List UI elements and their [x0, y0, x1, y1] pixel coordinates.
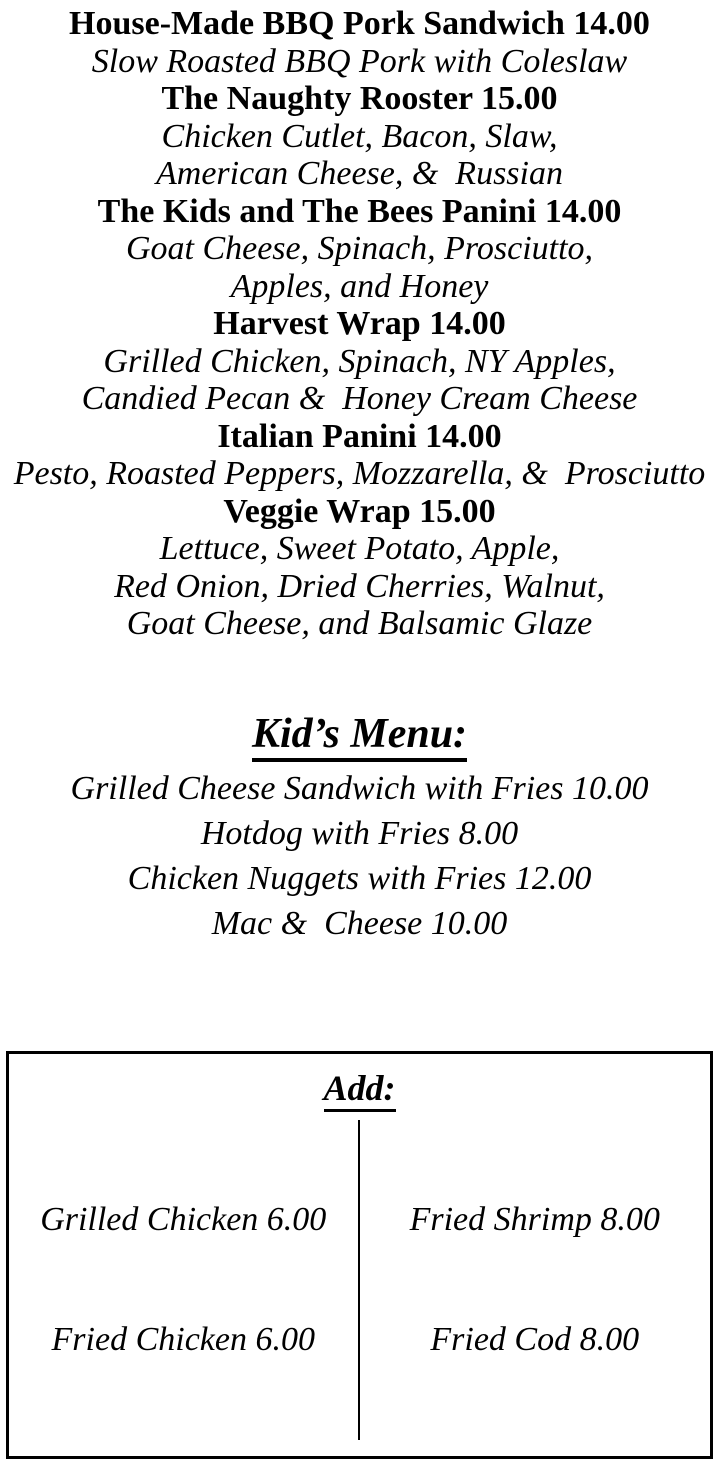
kids-menu-item: Hotdog with Fries 8.00: [200, 814, 519, 852]
add-ons-heading-text: Add:: [324, 1068, 396, 1112]
menu-item-title: Veggie Wrap 15.00: [223, 492, 496, 530]
kids-menu-item: Mac & Cheese 10.00: [211, 904, 508, 942]
add-ons-box: [6, 1051, 713, 1459]
kids-menu-heading: [0, 709, 719, 759]
menu-item-description: Goat Cheese, and Balsamic Glaze: [126, 605, 593, 642]
add-on-item: Fried Chicken 6.00: [51, 1320, 315, 1358]
kids-menu-item: Chicken Nuggets with Fries 12.00: [127, 859, 592, 897]
add-ons-heading: [9, 1066, 710, 1110]
menu-item-description: Candied Pecan & Honey Cream Cheese: [81, 380, 638, 417]
menu-item: [0, 493, 719, 643]
add-on-item: Fried Cod 8.00: [430, 1320, 640, 1358]
menu-item-description: Grilled Chicken, Spinach, NY Apples,: [103, 342, 616, 380]
kids-menu-items: [0, 766, 719, 946]
kids-menu-item: Grilled Cheese Sandwich with Fries 10.00: [70, 769, 649, 807]
menu-item-title: The Naughty Rooster 15.00: [161, 80, 558, 117]
add-ons-column-left: [9, 1120, 360, 1440]
menu-item: [0, 305, 719, 418]
menu-item-description: Apples, and Honey: [230, 267, 489, 305]
add-on-item: Fried Shrimp 8.00: [409, 1200, 660, 1238]
add-ons-columns: [9, 1120, 710, 1440]
menu-item-title: House-Made BBQ Pork Sandwich 14.00: [69, 5, 650, 42]
menu-item-description: Lettuce, Sweet Potato, Apple,: [159, 530, 560, 567]
menu-item-title: The Kids and The Bees Panini 14.00: [97, 192, 622, 230]
menu-item: [0, 5, 719, 80]
kids-menu-heading-text: Kid’s Menu:: [252, 711, 467, 762]
menu-item-title: Harvest Wrap 14.00: [213, 305, 506, 342]
add-ons-column-right: [360, 1120, 711, 1440]
menu-item-description: American Cheese, & Russian: [156, 155, 563, 192]
add-on-item: Grilled Chicken 6.00: [40, 1200, 327, 1238]
kids-menu-section: [0, 709, 719, 946]
menu-item: [0, 418, 719, 493]
menu-item-description: Chicken Cutlet, Bacon, Slaw,: [161, 117, 558, 155]
menu-item-title: Italian Panini 14.00: [217, 417, 502, 455]
main-menu-section: [0, 0, 719, 643]
menu-item: [0, 80, 719, 193]
menu-item-description: Red Onion, Dried Cherries, Walnut,: [114, 567, 605, 605]
menu-item-description: Goat Cheese, Spinach, Prosciutto,: [125, 230, 594, 267]
menu-item-description: Slow Roasted BBQ Pork with Coleslaw: [91, 42, 628, 80]
menu-item-description: Pesto, Roasted Peppers, Mozzarella, & Prosciutto: [13, 455, 706, 492]
menu-item: [0, 193, 719, 306]
